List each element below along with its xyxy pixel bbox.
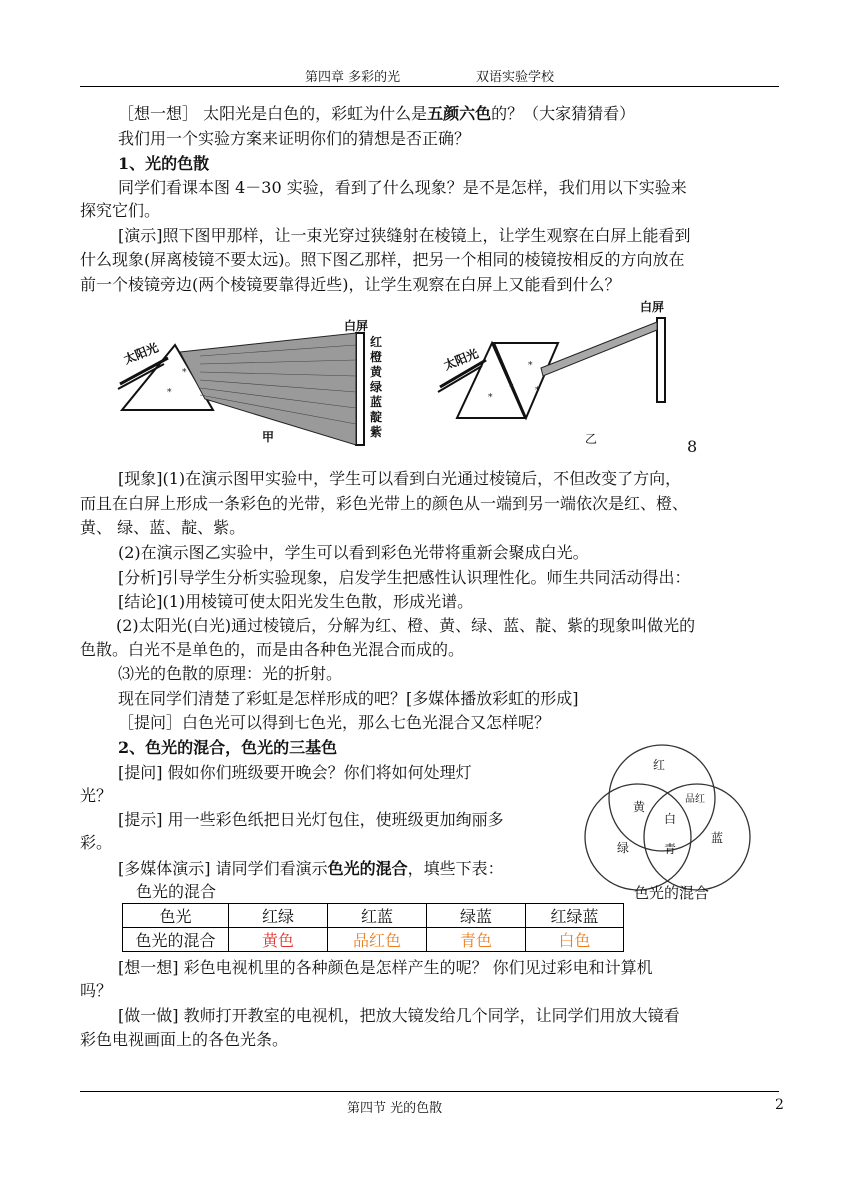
venn-label-green: 绿 xyxy=(617,841,630,855)
venn-caption: 色光的混合 xyxy=(634,884,710,902)
page-number: 2 xyxy=(775,1097,784,1113)
paragraph-line: 光？ xyxy=(80,786,113,805)
figure-number: 8 xyxy=(687,437,698,456)
media-text: [多媒体演示] 请同学们看演示 xyxy=(118,859,328,878)
svg-text:*: * xyxy=(182,368,187,378)
spectrum-label: 靛 xyxy=(370,410,383,424)
table-row xyxy=(123,928,624,952)
paragraph-line: ［提问］白色光可以得到七色光，那么七色光混合又怎样呢？ xyxy=(118,713,551,732)
label-yi: 乙 xyxy=(585,432,598,446)
spectrum-label: 绿 xyxy=(370,380,383,394)
table-caption: 色光的混合 xyxy=(136,882,217,901)
paragraph-line: 吗？ xyxy=(80,981,113,1000)
sun-label-a: 太阳光 xyxy=(121,340,161,367)
paragraph-line: [结论](1)用棱镜可使太阳光发生色散，形成光谱。 xyxy=(118,592,474,611)
paragraph-line: 什么现象(屏离棱镜不要太远)。照下图乙那样，把另一个相同的棱镜按相反的方向放在 xyxy=(80,250,685,269)
svg-text:*: * xyxy=(535,386,540,396)
venn-label-cyan: 青 xyxy=(664,842,677,856)
table-header-cell: 红绿 xyxy=(229,904,328,928)
spectrum-label: 紫 xyxy=(370,425,383,439)
svg-text:*: * xyxy=(528,361,533,371)
venn-label-magenta: 品红 xyxy=(685,794,705,805)
color-mixing-table xyxy=(122,903,624,952)
paragraph-line: [做一做] 教师打开教室的电视机，把放大镜发给几个同学，让同学们用放大镜看 xyxy=(118,1006,680,1025)
media-bold: 色光的混合 xyxy=(327,859,408,878)
svg-text:*: * xyxy=(488,393,493,403)
paragraph-line: ⑶光的色散的原理：光的折射。 xyxy=(118,664,343,683)
spectrum-label: 黄 xyxy=(370,365,383,379)
footer-divider xyxy=(80,1091,779,1092)
table-result-cell: 黄色 xyxy=(229,928,328,952)
paragraph-line: 彩。 xyxy=(80,833,113,852)
footer-section: 第四节 光的色散 xyxy=(347,1101,443,1116)
section-heading-1: 1、光的色散 xyxy=(118,154,210,173)
svg-text:*: * xyxy=(167,388,172,398)
paragraph-line: 现在同学们清楚了彩虹是怎样形成的吧？[多媒体播放彩虹的形成] xyxy=(118,689,579,708)
header-chapter: 第四章 多彩的光 xyxy=(305,70,401,85)
venn-label-blue: 蓝 xyxy=(711,831,724,845)
paragraph-line: (2)在演示图乙实验中，学生可以看到彩色光带将重新会聚成白光。 xyxy=(118,543,589,562)
paragraph-line: 彩色电视画面上的各色光条。 xyxy=(80,1030,289,1049)
paragraph-line: 而且在白屏上形成一条彩色的光带，彩色光带上的颜色从一端到另一端依次是红、橙、 xyxy=(80,494,689,513)
table-header-cell: 色光 xyxy=(123,904,229,928)
paragraph-line: [想一想] 彩色电视机里的各种颜色是怎样产生的呢？ 你们见过彩电和计算机 xyxy=(118,958,653,977)
paragraph-line: 探究它们。 xyxy=(80,201,161,220)
section-heading-2: 2、色光的混合，色光的三基色 xyxy=(118,738,338,757)
paragraph-line: [演示]照下图甲那样，让一束光穿过狭缝射在棱镜上，让学生观察在白屏上能看到 xyxy=(118,226,691,245)
media-tail: ，填些下表： xyxy=(407,859,504,878)
paragraph-line: 色散。白光不是单色的，而是由各种色光混合而成的。 xyxy=(80,640,465,659)
venn-label-red: 红 xyxy=(653,758,666,772)
table-result-cell: 品红色 xyxy=(328,928,427,952)
screen-label-a: 白屏 xyxy=(344,319,369,333)
screen-label-b: 白屏 xyxy=(640,300,665,314)
table-result-cell: 白色 xyxy=(526,928,624,952)
svg-text:*: * xyxy=(509,383,514,393)
header-school: 双语实验学校 xyxy=(476,70,555,85)
think-bold: 五颜六色 xyxy=(427,104,492,123)
spectrum-label: 蓝 xyxy=(370,395,383,409)
venn-label-yellow: 黄 xyxy=(633,800,646,814)
table-header-row xyxy=(123,904,624,928)
paragraph-line: [提问] 假如你们班级要开晚会？你们将如何处理灯 xyxy=(118,763,472,782)
paragraph-line: 前一个棱镜旁边(两个棱镜要靠得近些)，让学生观察在白屏上又能看到什么？ xyxy=(80,275,621,294)
venn-label-white: 白 xyxy=(664,812,677,826)
spectrum-label: 橙 xyxy=(370,350,383,364)
table-header-cell: 红绿蓝 xyxy=(526,904,624,928)
table-row-label: 色光的混合 xyxy=(123,928,229,952)
table-result-cell: 青色 xyxy=(427,928,526,952)
spectrum-label: 红 xyxy=(370,335,383,349)
paragraph-line: 同学们看课本图 4－30 实验，看到了什么现象？是不是怎样，我们用以下实验来 xyxy=(118,178,687,197)
think-text: ［想一想］ 太阳光是白色的，彩虹为什么是 xyxy=(118,104,428,123)
paragraph-line: [提示] 用一些彩色纸把日光灯包住，使班级更加绚丽多 xyxy=(118,810,504,829)
table-header-cell: 绿蓝 xyxy=(427,904,526,928)
paragraph-line: [现象](1)在演示图甲实验中，学生可以看到白光通过棱镜后，不但改变了方向， xyxy=(118,469,682,488)
sun-label-b: 太阳光 xyxy=(441,346,481,373)
label-jia: 甲 xyxy=(262,430,275,444)
think-tail: 的？（大家猜猜看） xyxy=(491,104,636,123)
table-header-cell: 红蓝 xyxy=(328,904,427,928)
paragraph-plan: 我们用一个实验方案来证明你们的猜想是否正确？ xyxy=(118,129,471,148)
paragraph-line: (2)太阳光(白光)通过棱镜后，分解为红、橙、黄、绿、蓝、靛、紫的现象叫做光的 xyxy=(116,616,696,635)
paragraph-line: 黄、 绿、蓝、靛、紫。 xyxy=(80,518,246,537)
paragraph-line: [分析]引导学生分析实验现象，启发学生把感性认识理性化。师生共同活动得出： xyxy=(118,568,691,587)
